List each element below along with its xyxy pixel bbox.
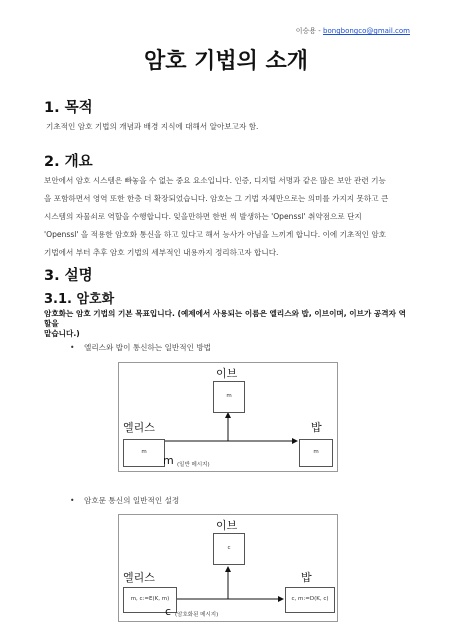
overview-line: 을 포함하면서 영역 또한 한층 더 확장되었습니다. 암호는 그 기법 자체만으로는 의미를 가지지 못하고 큰	[44, 194, 389, 203]
message-caption: (일반 메시지)	[177, 462, 210, 468]
eve-box-text: m	[226, 393, 232, 399]
subheading-encryption: 3.1. 암호화	[44, 292, 115, 307]
bullet-item	[70, 342, 211, 353]
alice-label: 엘리스	[123, 571, 155, 584]
author-line	[296, 26, 410, 36]
bullet-dot-icon: •	[70, 496, 75, 505]
eve-box	[213, 533, 245, 565]
bob-label: 밥	[301, 571, 312, 584]
heading-overview: 2. 개요	[44, 154, 93, 170]
overview-line: 기법에서 부터 추후 암호 기법의 세부적인 내용까지 정리하고자 합니다.	[44, 248, 279, 257]
overview-line: 보안에서 암호 시스템은 빠놓을 수 없는 중요 요소입니다. 인증, 디지털 서명과 같은 많은 보안 관련 기능	[44, 176, 386, 185]
author-name: 이승용 -	[295, 27, 324, 35]
overview-line: 시스템의 자물쇠로 역할을 수행합니다. 잊을만하면 한번 씩 발생하는 'Openssl' 취약점으로 단지	[44, 212, 362, 221]
eve-box	[213, 381, 245, 413]
heading-purpose: 1. 목적	[44, 100, 93, 116]
message-symbol: m	[163, 454, 174, 467]
encryption-intro	[44, 309, 412, 339]
page-title: 암호 기법의 소개	[143, 49, 309, 74]
encryption-intro-line: 암호화는 암호 기법의 기본 목표입니다. (예제에서 사용되는 이름은 엘리스와 밥, 이브이며, 이브가 공격자 역할을	[44, 309, 406, 328]
bob-box-text: m	[313, 449, 319, 455]
message-symbol: c	[165, 605, 172, 618]
heading-description: 3. 설명	[44, 268, 93, 284]
diagram-encrypted-communication	[118, 514, 338, 622]
encryption-intro-line: 맡습니다.)	[44, 329, 80, 338]
author-email-link[interactable]: bongbongco@gmail.com	[323, 27, 410, 35]
alice-label: 엘리스	[123, 421, 155, 434]
diagram-plain-communication	[118, 362, 338, 472]
purpose-text: 기초적인 암호 기법의 개념과 배경 지식에 대해서 알아보고자 함.	[46, 122, 259, 131]
bullet-dot-icon: •	[70, 343, 75, 352]
message-caption: (암호화된 메시지)	[175, 612, 219, 618]
eve-box-text: c	[227, 545, 231, 551]
alice-box-text: m	[141, 449, 147, 455]
bullet-text: 엘리스와 밥이 통신하는 일반적인 방법	[84, 343, 212, 352]
alice-box-text: m, c:=E(K, m)	[130, 596, 170, 602]
bob-box	[285, 587, 335, 613]
bullet-item	[70, 495, 179, 506]
alice-box	[123, 439, 165, 467]
bob-box-text: c, m:=D(K, c)	[291, 596, 329, 602]
eve-label: 이브	[216, 519, 238, 532]
bob-box	[299, 439, 333, 467]
eve-label: 이브	[216, 367, 238, 380]
overview-paragraph	[44, 172, 412, 262]
bob-label: 밥	[311, 421, 322, 434]
bullet-text: 암호문 통신의 일반적인 설정	[84, 496, 180, 505]
overview-line: 'Openssl' 을 적용한 암호화 통신을 하고 있다고 해서 능사가 아님을 느끼게 합니다. 이에 기초적인 암호	[44, 230, 387, 239]
